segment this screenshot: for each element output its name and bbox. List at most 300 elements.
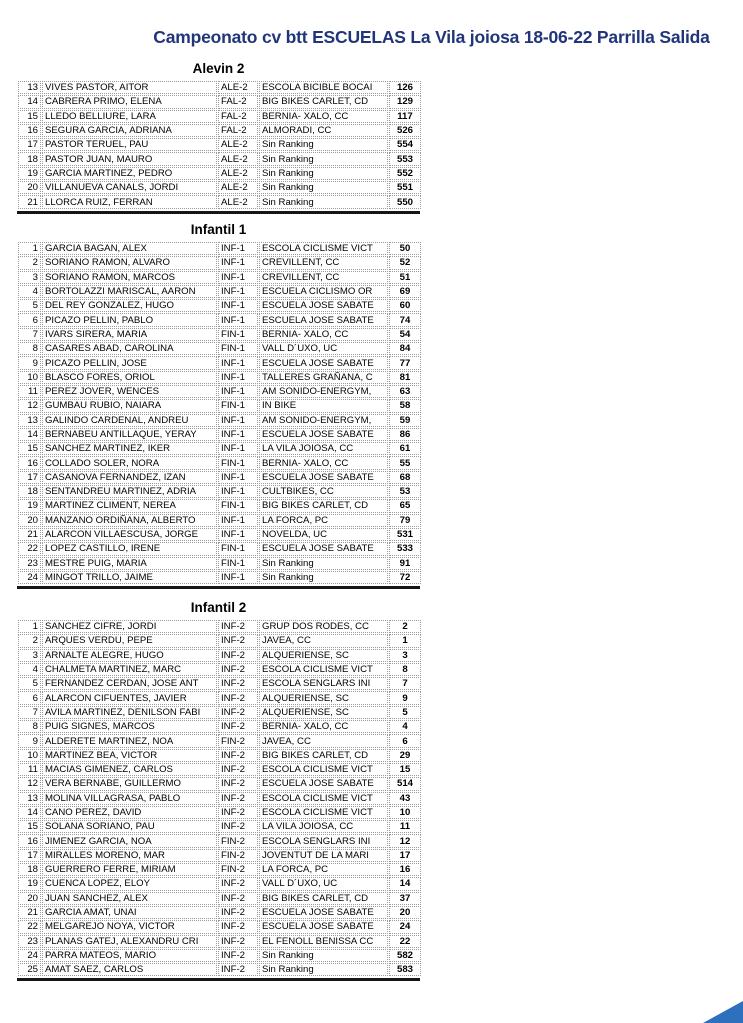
table-bottom-rule (17, 978, 420, 981)
rider-row (18, 634, 421, 647)
rider-name-cell: MACIAS GIMENEZ, CARLOS (42, 763, 217, 776)
bib-number-cell: 526 (389, 124, 421, 137)
club-cell: Sin Ranking (259, 152, 388, 165)
bib-number-cell: 54 (389, 328, 421, 341)
start-position-cell: 25 (18, 963, 41, 976)
rider-name-cell: MARTINEZ BEA, VICTOR (42, 749, 217, 762)
club-cell: BIG BIKES CARLET, CD (259, 499, 388, 512)
category-code-cell: INF-1 (218, 285, 258, 298)
club-cell: VALL D´UXO, UC (259, 877, 388, 890)
bib-number-cell: 117 (389, 110, 421, 123)
club-cell: CREVILLENT, CC (259, 256, 388, 269)
category-code-cell: FIN-1 (218, 456, 258, 469)
category-code-cell: INF-1 (218, 271, 258, 284)
club-cell: ESCUELA JOSE SABATE (259, 471, 388, 484)
bib-number-cell: 53 (389, 485, 421, 498)
bib-number-cell: 8 (389, 663, 421, 676)
category-code-cell: INF-2 (218, 877, 258, 890)
club-cell: BERNIA- XALO, CC (259, 456, 388, 469)
bib-number-cell: 2 (389, 620, 421, 633)
rider-row (18, 110, 421, 123)
rider-name-cell: LOPEZ CASTILLO, IRENE (42, 542, 217, 555)
club-cell: BIG BIKES CARLET, CD (259, 892, 388, 905)
start-position-cell: 11 (18, 385, 41, 398)
club-cell: ESCUELA JOSE SABATE (259, 356, 388, 369)
start-position-cell: 5 (18, 677, 41, 690)
club-cell: BERNIA- XALO, CC (259, 720, 388, 733)
bib-number-cell: 15 (389, 763, 421, 776)
rider-row (18, 663, 421, 676)
start-position-cell: 3 (18, 649, 41, 662)
rider-name-cell: IVARS SIRERA, MARIA (42, 328, 217, 341)
rider-row (18, 285, 421, 298)
start-position-cell: 10 (18, 749, 41, 762)
rider-row (18, 471, 421, 484)
rider-row (18, 820, 421, 833)
club-cell: LA VILA JOIOSA, CC (259, 820, 388, 833)
club-cell: Sin Ranking (259, 195, 388, 208)
start-grid-table (17, 619, 422, 977)
section-heading: Infantil 2 (190, 600, 247, 615)
rider-name-cell: FERNANDEZ CERDAN, JOSE ANT (42, 677, 217, 690)
rider-row (18, 385, 421, 398)
rider-row (18, 834, 421, 847)
start-position-cell: 22 (18, 542, 41, 555)
start-position-cell: 17 (18, 471, 41, 484)
category-code-cell: INF-2 (218, 649, 258, 662)
start-position-cell: 9 (18, 734, 41, 747)
rider-row (18, 734, 421, 747)
bib-number-cell: 55 (389, 456, 421, 469)
start-position-cell: 19 (18, 167, 41, 180)
start-position-cell: 18 (18, 152, 41, 165)
start-position-cell: 18 (18, 863, 41, 876)
rider-row (18, 792, 421, 805)
rider-name-cell: LLORCA RUIZ, FERRAN (42, 195, 217, 208)
club-cell: GRUP DOS RODES, CC (259, 620, 388, 633)
rider-name-cell: CASANOVA FERNANDEZ, IZAN (42, 471, 217, 484)
bib-number-cell: 59 (389, 414, 421, 427)
club-cell: Sin Ranking (259, 963, 388, 976)
start-position-cell: 20 (18, 181, 41, 194)
club-cell: ESCOLA CICLISME VICT (259, 792, 388, 805)
category-code-cell: INF-2 (218, 620, 258, 633)
rider-name-cell: CUENCA LOPEZ, ELOY (42, 877, 217, 890)
bib-number-cell: 58 (389, 399, 421, 412)
category-code-cell: INF-1 (218, 371, 258, 384)
rider-row (18, 371, 421, 384)
start-grid-table (17, 241, 422, 585)
rider-row (18, 442, 421, 455)
rider-name-cell: VERA BERNABE, GUILLERMO (42, 777, 217, 790)
club-cell: ESCOLA CICLISME VICT (259, 806, 388, 819)
rider-row (18, 399, 421, 412)
rider-row (18, 485, 421, 498)
rider-row (18, 342, 421, 355)
start-position-cell: 4 (18, 663, 41, 676)
start-position-cell: 17 (18, 849, 41, 862)
rider-row (18, 892, 421, 905)
rider-name-cell: VIVES PASTOR, AITOR (42, 81, 217, 94)
category-code-cell: INF-2 (218, 777, 258, 790)
category-code-cell: FIN-1 (218, 499, 258, 512)
bib-number-cell: 81 (389, 371, 421, 384)
rider-name-cell: GARCIA BAGAN, ALEX (42, 242, 217, 255)
start-position-cell: 2 (18, 256, 41, 269)
bib-number-cell: 52 (389, 256, 421, 269)
category-code-cell: INF-2 (218, 720, 258, 733)
rider-row (18, 181, 421, 194)
bib-number-cell: 51 (389, 271, 421, 284)
rider-name-cell: GARCIA MARTINEZ, PEDRO (42, 167, 217, 180)
bib-number-cell: 10 (389, 806, 421, 819)
start-position-cell: 1 (18, 242, 41, 255)
bib-number-cell: 86 (389, 428, 421, 441)
bib-number-cell: 63 (389, 385, 421, 398)
club-cell: EL FENOLL BENISSA CC (259, 935, 388, 948)
start-position-cell: 4 (18, 285, 41, 298)
start-position-cell: 21 (18, 195, 41, 208)
category-code-cell: FIN-2 (218, 849, 258, 862)
bib-number-cell: 65 (389, 499, 421, 512)
bib-number-cell: 553 (389, 152, 421, 165)
category-code-cell: INF-2 (218, 749, 258, 762)
bib-number-cell: 91 (389, 557, 421, 570)
category-code-cell: INF-1 (218, 256, 258, 269)
category-code-cell: INF-2 (218, 920, 258, 933)
rider-row (18, 152, 421, 165)
category-section (17, 600, 420, 981)
rider-row (18, 863, 421, 876)
category-code-cell: FIN-1 (218, 557, 258, 570)
start-position-cell: 11 (18, 763, 41, 776)
club-cell: BERNIA- XALO, CC (259, 328, 388, 341)
category-code-cell: INF-2 (218, 663, 258, 676)
club-cell: IN BIKE (259, 399, 388, 412)
category-code-cell: INF-1 (218, 313, 258, 326)
rider-row (18, 763, 421, 776)
rider-row (18, 242, 421, 255)
bib-number-cell: 126 (389, 81, 421, 94)
rider-row (18, 935, 421, 948)
club-cell: ALQUERIENSE, SC (259, 706, 388, 719)
rider-row (18, 81, 421, 94)
club-cell: JAVEA, CC (259, 634, 388, 647)
category-code-cell: INF-1 (218, 485, 258, 498)
rider-name-cell: ARQUES VERDU, PEPE (42, 634, 217, 647)
bib-number-cell: 72 (389, 571, 421, 584)
rider-row (18, 691, 421, 704)
club-cell: ESCUELA JOSE SABATE (259, 428, 388, 441)
start-position-cell: 13 (18, 792, 41, 805)
start-position-cell: 16 (18, 456, 41, 469)
start-position-cell: 24 (18, 949, 41, 962)
start-position-cell: 6 (18, 691, 41, 704)
rider-row (18, 542, 421, 555)
rider-name-cell: SORIANO RAMON, ALVARO (42, 256, 217, 269)
club-cell: ESCOLA BICIBLE BOCAI (259, 81, 388, 94)
club-cell: ALQUERIENSE, SC (259, 691, 388, 704)
start-position-cell: 8 (18, 720, 41, 733)
corner-swoosh-decoration (703, 1001, 743, 1023)
rider-name-cell: CABRERA PRIMO, ELENA (42, 95, 217, 108)
start-position-cell: 16 (18, 834, 41, 847)
bib-number-cell: 77 (389, 356, 421, 369)
rider-row (18, 299, 421, 312)
rider-name-cell: CHALMETA MARTINEZ, MARC (42, 663, 217, 676)
start-position-cell: 8 (18, 342, 41, 355)
rider-name-cell: MESTRE PUIG, MARIA (42, 557, 217, 570)
category-code-cell: INF-1 (218, 514, 258, 527)
start-position-cell: 6 (18, 313, 41, 326)
rider-row (18, 95, 421, 108)
rider-name-cell: AVILA MARTINEZ, DENILSON FABI (42, 706, 217, 719)
category-code-cell: FIN-1 (218, 342, 258, 355)
bib-number-cell: 9 (389, 691, 421, 704)
category-code-cell: INF-1 (218, 242, 258, 255)
bib-number-cell: 74 (389, 313, 421, 326)
start-position-cell: 2 (18, 634, 41, 647)
club-cell: JOVENTUT DE LA MARI (259, 849, 388, 862)
category-code-cell: INF-2 (218, 820, 258, 833)
category-code-cell: INF-2 (218, 634, 258, 647)
category-code-cell: INF-2 (218, 706, 258, 719)
club-cell: Sin Ranking (259, 181, 388, 194)
rider-row (18, 167, 421, 180)
rider-name-cell: AMAT SAEZ, CARLOS (42, 963, 217, 976)
rider-name-cell: PEREZ JOVER, WENCES (42, 385, 217, 398)
rider-row (18, 124, 421, 137)
table-bottom-rule (17, 586, 420, 589)
rider-name-cell: PICAZO PELLIN, PABLO (42, 313, 217, 326)
category-code-cell: INF-2 (218, 906, 258, 919)
category-code-cell: INF-2 (218, 963, 258, 976)
rider-name-cell: GARCIA AMAT, UNAI (42, 906, 217, 919)
bib-number-cell: 583 (389, 963, 421, 976)
club-cell: ESCUELA CICLISMO OR (259, 285, 388, 298)
start-position-cell: 5 (18, 299, 41, 312)
rider-name-cell: GUMBAU RUBIO, NAIARA (42, 399, 217, 412)
rider-row (18, 528, 421, 541)
rider-row (18, 514, 421, 527)
rider-name-cell: PARRA MATEOS, MARIO (42, 949, 217, 962)
rider-name-cell: GUERRERO FERRE, MIRIAM (42, 863, 217, 876)
category-code-cell: ALE-2 (218, 81, 258, 94)
club-cell: ESCUELA JOSE SABATE (259, 313, 388, 326)
club-cell: ESCUELA JOSE SABATE (259, 906, 388, 919)
rider-name-cell: PASTOR JUAN, MAURO (42, 152, 217, 165)
club-cell: ESCOLA CICLISME VICT (259, 242, 388, 255)
rider-row (18, 414, 421, 427)
bib-number-cell: 14 (389, 877, 421, 890)
category-code-cell: INF-1 (218, 442, 258, 455)
start-position-cell: 23 (18, 557, 41, 570)
start-position-cell: 16 (18, 124, 41, 137)
category-code-cell: FIN-1 (218, 328, 258, 341)
start-position-cell: 15 (18, 110, 41, 123)
club-cell: BERNIA- XALO, CC (259, 110, 388, 123)
club-cell: Sin Ranking (259, 138, 388, 151)
rider-name-cell: ALARCON CIFUENTES, JAVIER (42, 691, 217, 704)
club-cell: Sin Ranking (259, 571, 388, 584)
bib-number-cell: 551 (389, 181, 421, 194)
bib-number-cell: 514 (389, 777, 421, 790)
bib-number-cell: 29 (389, 749, 421, 762)
category-code-cell: INF-2 (218, 935, 258, 948)
bib-number-cell: 50 (389, 242, 421, 255)
start-position-cell: 21 (18, 906, 41, 919)
rider-name-cell: COLLADO SOLER, NORA (42, 456, 217, 469)
rider-row (18, 706, 421, 719)
rider-row (18, 849, 421, 862)
rider-row (18, 571, 421, 584)
rider-row (18, 877, 421, 890)
rider-row (18, 949, 421, 962)
bib-number-cell: 20 (389, 906, 421, 919)
start-position-cell: 22 (18, 920, 41, 933)
bib-number-cell: 11 (389, 820, 421, 833)
category-code-cell: INF-2 (218, 763, 258, 776)
club-cell: ESCUELA JOSE SABATE (259, 542, 388, 555)
bib-number-cell: 7 (389, 677, 421, 690)
club-cell: JAVEA, CC (259, 734, 388, 747)
rider-name-cell: SORIANO RAMON, MARCOS (42, 271, 217, 284)
category-code-cell: INF-2 (218, 949, 258, 962)
start-position-cell: 14 (18, 95, 41, 108)
category-code-cell: INF-1 (218, 471, 258, 484)
category-code-cell: FAL-2 (218, 110, 258, 123)
start-position-cell: 3 (18, 271, 41, 284)
rider-name-cell: SANCHEZ MARTINEZ, IKER (42, 442, 217, 455)
club-cell: ALMORADI, CC (259, 124, 388, 137)
bib-number-cell: 531 (389, 528, 421, 541)
bib-number-cell: 61 (389, 442, 421, 455)
category-code-cell: INF-1 (218, 414, 258, 427)
category-code-cell: INF-2 (218, 792, 258, 805)
rider-row (18, 649, 421, 662)
bib-number-cell: 1 (389, 634, 421, 647)
start-position-cell: 19 (18, 499, 41, 512)
rider-name-cell: MINGOT TRILLO, JAIME (42, 571, 217, 584)
club-cell: ESCUELA JOSE SABATE (259, 920, 388, 933)
start-position-cell: 18 (18, 485, 41, 498)
rider-row (18, 256, 421, 269)
club-cell: CULTBIKES, CC (259, 485, 388, 498)
page-title: Campeonato cv btt ESCUELAS La Vila joiosa 18-06-22 Parrilla Salida (153, 27, 710, 47)
rider-name-cell: PICAZO PELLIN, JOSE (42, 356, 217, 369)
bib-number-cell: 84 (389, 342, 421, 355)
start-position-cell: 19 (18, 877, 41, 890)
category-section (17, 222, 420, 589)
bib-number-cell: 43 (389, 792, 421, 805)
rider-name-cell: SENTANDREU MARTINEZ, ADRIA (42, 485, 217, 498)
bib-number-cell: 12 (389, 834, 421, 847)
start-position-cell: 12 (18, 777, 41, 790)
category-code-cell: INF-2 (218, 677, 258, 690)
bib-number-cell: 37 (389, 892, 421, 905)
bib-number-cell: 16 (389, 863, 421, 876)
category-code-cell: FIN-2 (218, 734, 258, 747)
club-cell: TALLERES GRAÑANA, C (259, 371, 388, 384)
category-code-cell: INF-2 (218, 892, 258, 905)
rider-name-cell: BORTOLAZZI MARISCAL, AARON (42, 285, 217, 298)
rider-row (18, 428, 421, 441)
rider-name-cell: SOLANA SORIANO, PAU (42, 820, 217, 833)
category-code-cell: INF-1 (218, 571, 258, 584)
bib-number-cell: 60 (389, 299, 421, 312)
club-cell: ESCOLA CICLISME VICT (259, 763, 388, 776)
club-cell: BIG BIKES CARLET, CD (259, 95, 388, 108)
start-grid-table (17, 80, 422, 210)
rider-name-cell: JUAN SANCHEZ, ALEX (42, 892, 217, 905)
rider-name-cell: MOLINA VILLAGRASA, PABLO (42, 792, 217, 805)
category-code-cell: INF-1 (218, 356, 258, 369)
bib-number-cell: 554 (389, 138, 421, 151)
start-position-cell: 9 (18, 356, 41, 369)
category-code-cell: INF-2 (218, 691, 258, 704)
rider-row (18, 620, 421, 633)
category-code-cell: FIN-2 (218, 834, 258, 847)
start-position-cell: 20 (18, 514, 41, 527)
start-position-cell: 15 (18, 442, 41, 455)
bib-number-cell: 550 (389, 195, 421, 208)
rider-name-cell: MARTINEZ CLIMENT, NEREA (42, 499, 217, 512)
category-code-cell: INF-1 (218, 428, 258, 441)
category-code-cell: ALE-2 (218, 167, 258, 180)
club-cell: ESCOLA SENGLARS INI (259, 677, 388, 690)
rider-row (18, 313, 421, 326)
club-cell: CREVILLENT, CC (259, 271, 388, 284)
bib-number-cell: 17 (389, 849, 421, 862)
rider-name-cell: JIMENEZ GARCIA, NOA (42, 834, 217, 847)
rider-name-cell: PUIG SIGNES, MARCOS (42, 720, 217, 733)
start-position-cell: 7 (18, 328, 41, 341)
rider-name-cell: ARNALTE ALEGRE, HUGO (42, 649, 217, 662)
bib-number-cell: 582 (389, 949, 421, 962)
club-cell: BIG BIKES CARLET, CD (259, 749, 388, 762)
rider-name-cell: MELGAREJO NOYA, VICTOR (42, 920, 217, 933)
rider-name-cell: ALDERETE MARTINEZ, NOA (42, 734, 217, 747)
rider-row (18, 328, 421, 341)
rider-row (18, 749, 421, 762)
rider-name-cell: VILLANUEVA CANALS, JORDI (42, 181, 217, 194)
rider-row (18, 271, 421, 284)
bib-number-cell: 5 (389, 706, 421, 719)
start-position-cell: 14 (18, 428, 41, 441)
category-code-cell: INF-1 (218, 299, 258, 312)
rider-row (18, 906, 421, 919)
start-position-cell: 24 (18, 571, 41, 584)
bib-number-cell: 4 (389, 720, 421, 733)
rider-name-cell: ALARCON VILLAESCUSA, JORGE (42, 528, 217, 541)
start-position-cell: 15 (18, 820, 41, 833)
category-code-cell: ALE-2 (218, 181, 258, 194)
rider-name-cell: LLEDO BELLIURE, LARA (42, 110, 217, 123)
rider-row (18, 557, 421, 570)
club-cell: ALQUERIENSE, SC (259, 649, 388, 662)
category-code-cell: FIN-1 (218, 399, 258, 412)
table-bottom-rule (17, 211, 420, 214)
category-code-cell: ALE-2 (218, 138, 258, 151)
rider-row (18, 195, 421, 208)
start-position-cell: 12 (18, 399, 41, 412)
category-code-cell: ALE-2 (218, 152, 258, 165)
rider-name-cell: PASTOR TERUEL, PAU (42, 138, 217, 151)
rider-row (18, 777, 421, 790)
rider-row (18, 456, 421, 469)
start-position-cell: 1 (18, 620, 41, 633)
rider-row (18, 920, 421, 933)
